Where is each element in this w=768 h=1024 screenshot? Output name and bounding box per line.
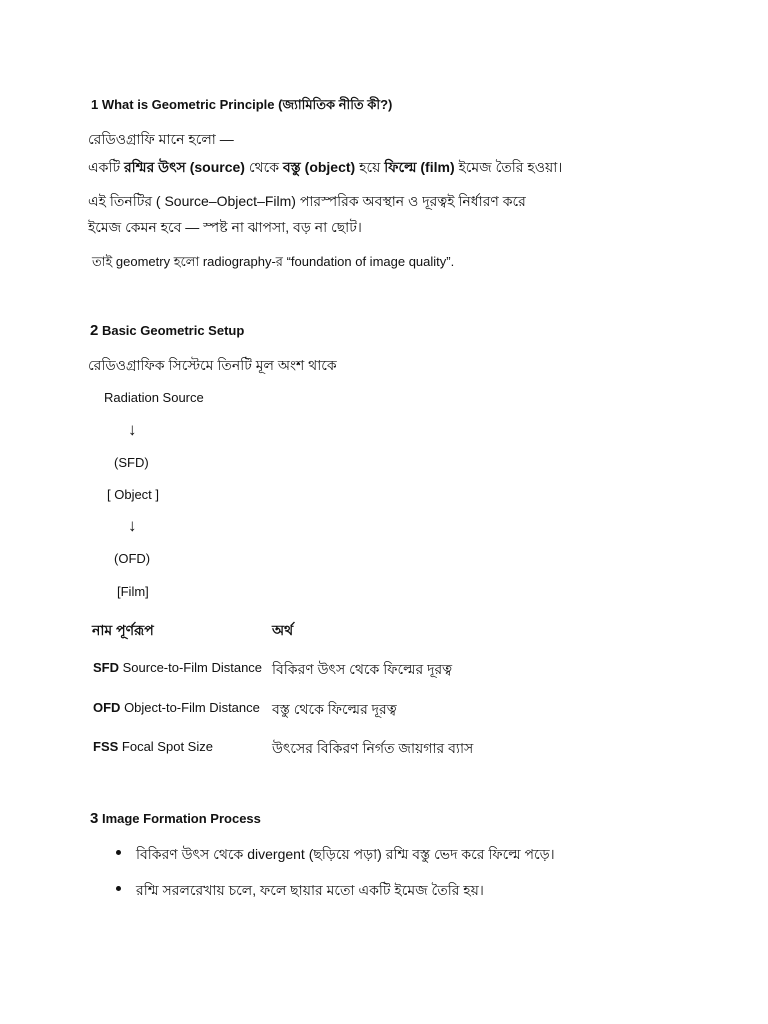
object-bn-term: বস্তু <box>282 159 301 175</box>
section2-intro: রেডিওগ্রাফিক সিস্টেমে তিনটি মূল অংশ থাকে <box>88 357 337 373</box>
section1-heading: 1 What is Geometric Principle (জ্যামিতিক নীতি কী?) <box>91 97 393 112</box>
film-bn-term: ফিল্মে <box>384 159 417 175</box>
object-en-term: (object) <box>300 159 356 175</box>
ray-source-term: রশ্মির উৎস <box>123 159 186 175</box>
row-abbr: SFD <box>93 660 119 675</box>
row-abbr: FSS <box>93 739 119 754</box>
row-full: Source-to-Film Distance <box>119 660 263 675</box>
row-full: Focal Spot Size <box>118 739 213 754</box>
down-arrow-icon: ↓ <box>128 420 137 439</box>
film-en-term: (film) <box>416 159 455 175</box>
diagram-radiation-source: Radiation Source <box>104 390 204 405</box>
section1-para2-line1: এই তিনটির ( Source–Object–Film) পারস্পরিক অবস্থান ও দূরত্বই নির্ধারণ করে <box>88 193 526 209</box>
bullet-icon <box>116 850 121 855</box>
table-row <box>93 739 213 754</box>
section3-heading <box>90 810 261 827</box>
line2-from: থেকে <box>244 159 283 175</box>
bullet-icon <box>116 886 121 891</box>
section2-heading-text: Basic Geometric Setup <box>98 323 245 338</box>
section3-heading-num: 3 <box>90 810 99 827</box>
section1-line2 <box>88 156 562 180</box>
row-meaning: বিকিরণ উৎস থেকে ফিল্মের দূরত্ব <box>272 661 453 677</box>
diagram-object: [ Object ] <box>107 487 160 502</box>
section2-heading-num: 2 <box>90 322 99 339</box>
line2-post: ইমেজ তৈরি হওয়া। <box>454 159 563 175</box>
row-abbr: OFD <box>93 700 121 715</box>
section2-heading <box>90 322 244 339</box>
table-header-meaning: অর্থ <box>272 622 294 638</box>
diagram-ofd: (OFD) <box>114 551 151 566</box>
source-en-term: (source) <box>185 159 245 175</box>
table-header-name: নাম পূর্ণরূপ <box>92 622 154 638</box>
table-row <box>93 700 260 715</box>
down-arrow-icon: ↓ <box>128 516 137 535</box>
section1-para3: তাই geometry হলো radiography-র “foundation of image quality”. <box>92 254 455 269</box>
table-row <box>93 660 262 675</box>
list-item: বিকিরণ উৎস থেকে divergent (ছড়িয়ে পড়া) রশ্মি বস্তু ভেদ করে ফিল্মে পড়ে। <box>136 846 555 862</box>
row-meaning: উৎসের বিকিরণ নির্গত জায়গার ব্যাস <box>272 740 474 756</box>
row-full: Object-to-Film Distance <box>120 700 260 715</box>
section3-heading-text: Image Formation Process <box>98 811 261 826</box>
section1-line1: রেডিওগ্রাফি মানে হলো — <box>88 131 234 147</box>
diagram-sfd: (SFD) <box>114 455 149 470</box>
row-meaning: বস্তু থেকে ফিল্মের দূরত্ব <box>272 701 397 717</box>
line2-pre: একটি <box>88 159 124 175</box>
diagram-film: [Film] <box>117 584 149 599</box>
line2-via: হয়ে <box>355 159 385 175</box>
section1-para2-line2: ইমেজ কেমন হবে — স্পষ্ট না ঝাপসা, বড় না ছোট। <box>88 219 362 235</box>
list-item: রশ্মি সরলরেখায় চলে, ফলে ছায়ার মতো একটি ইমেজ তৈরি হয়। <box>136 882 484 898</box>
